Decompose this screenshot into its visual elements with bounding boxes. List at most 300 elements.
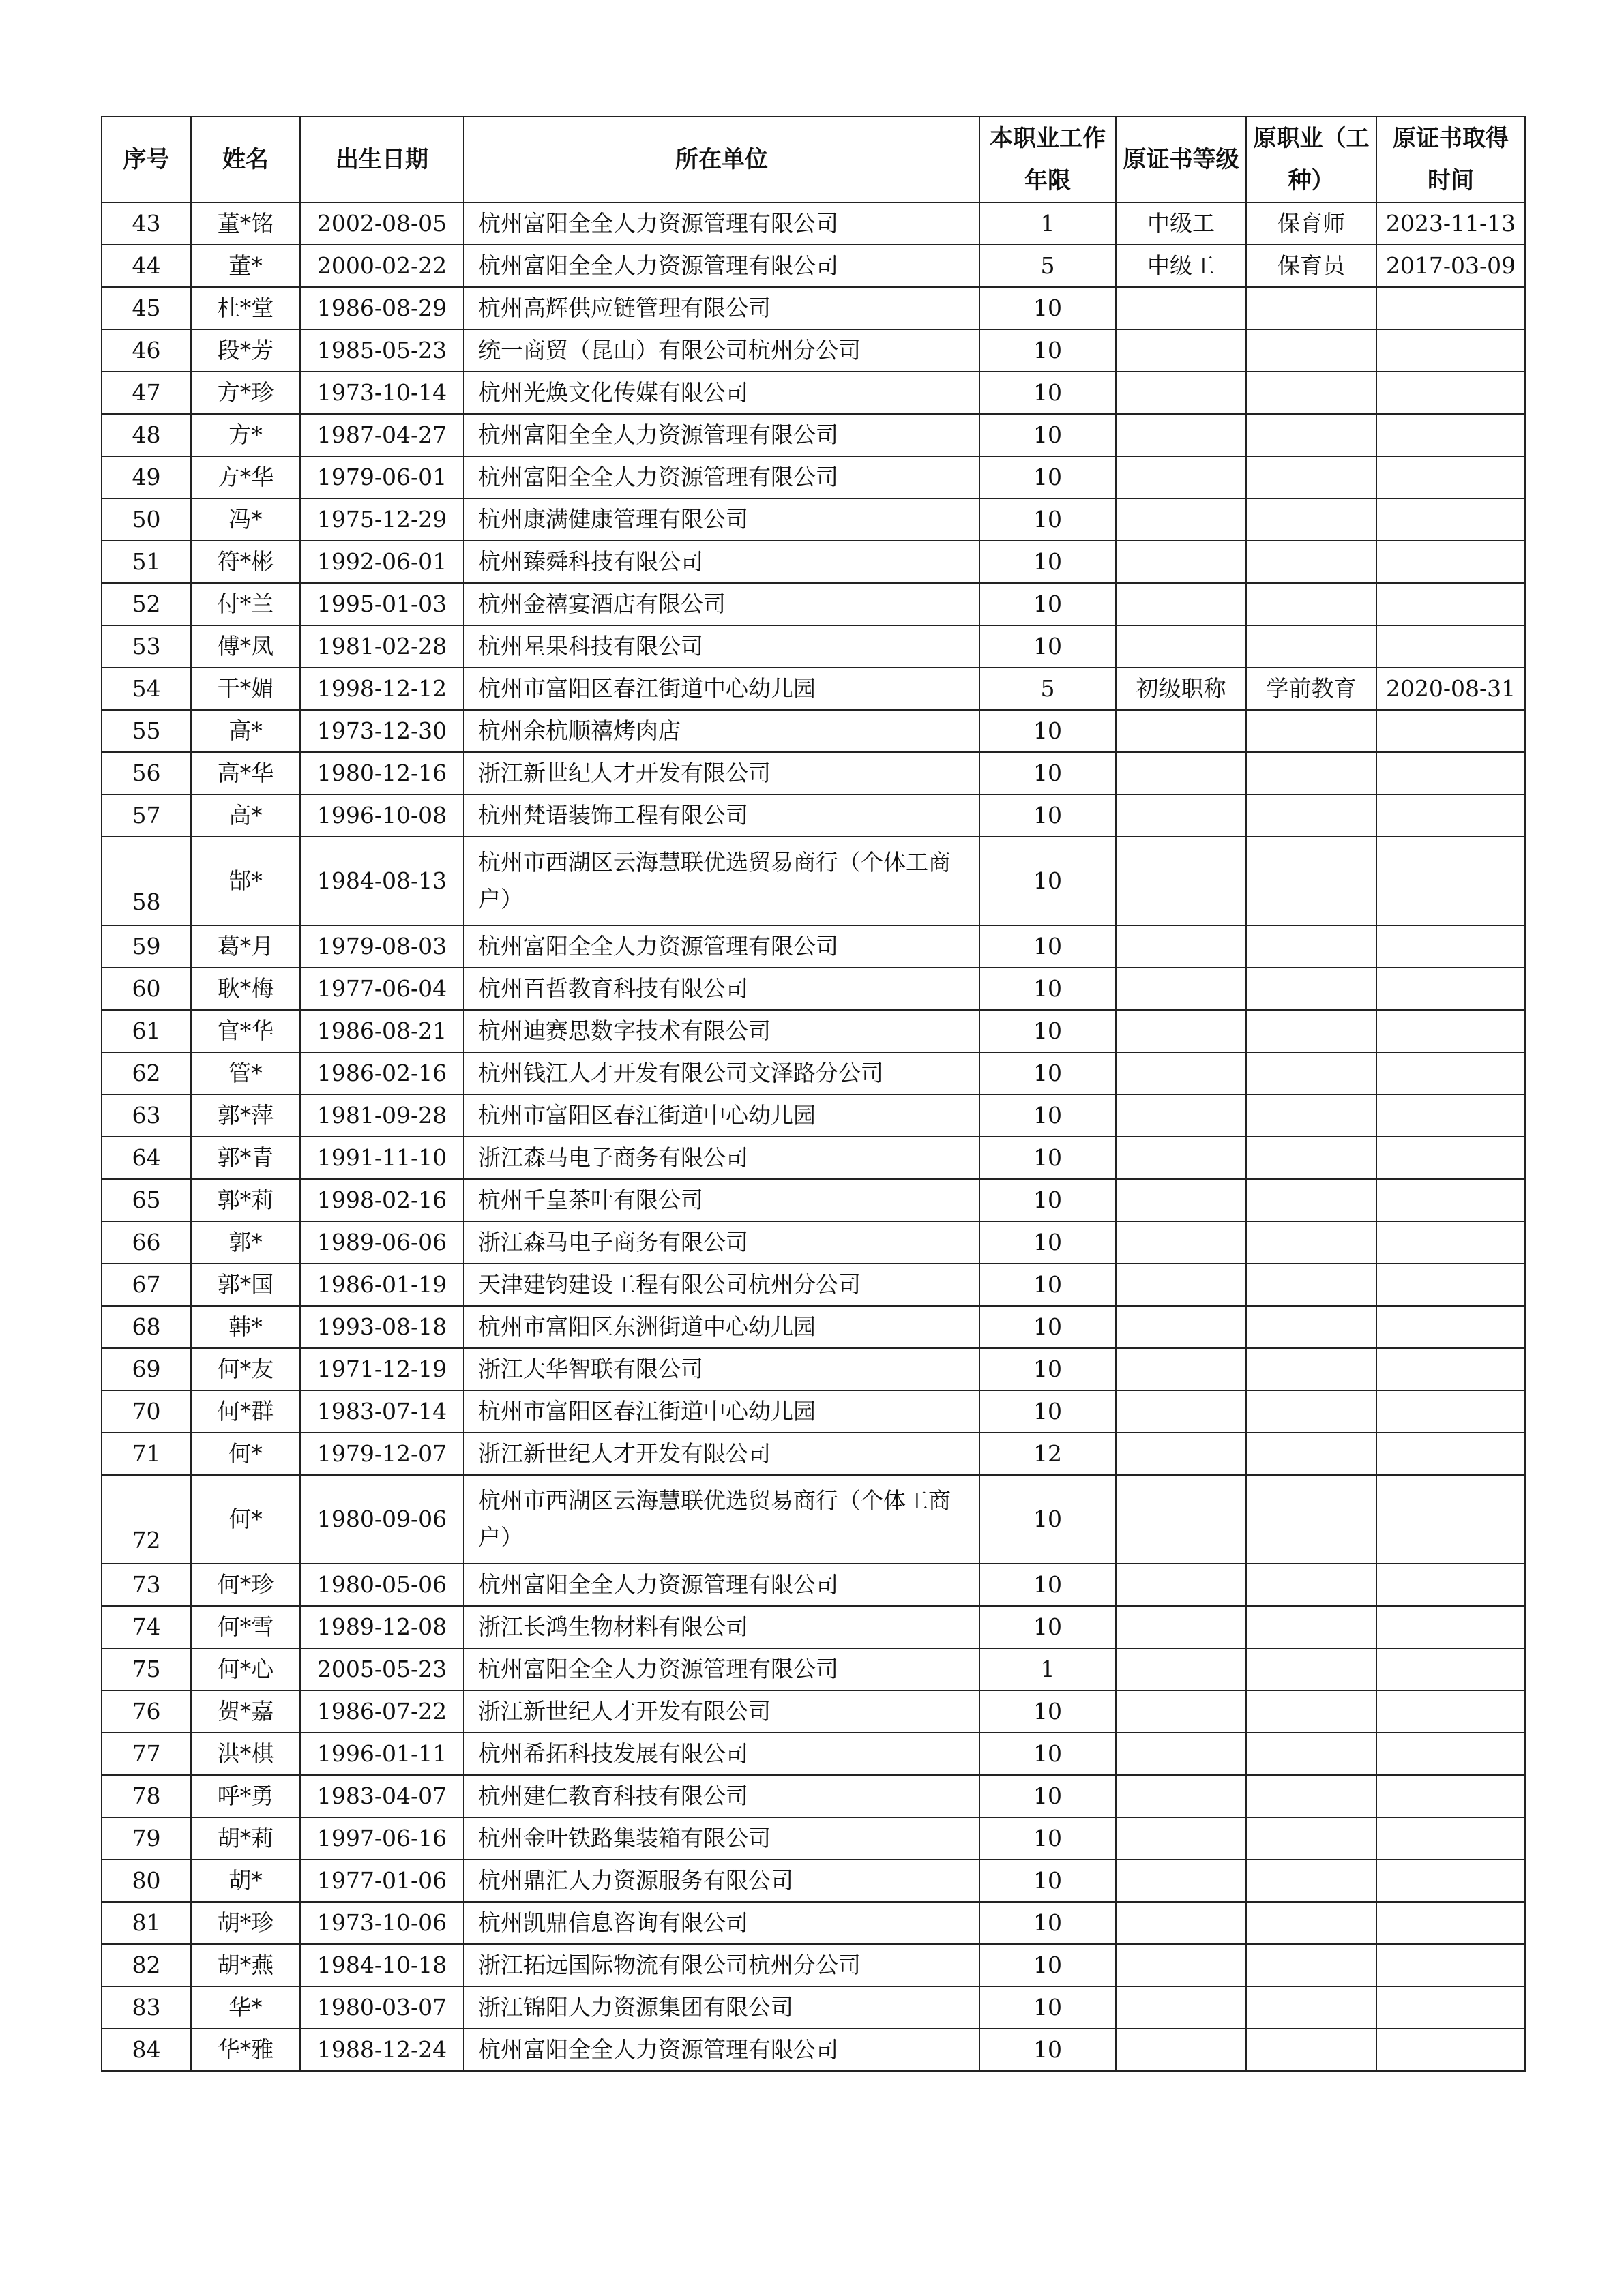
cell-no: 83 <box>102 1986 191 2029</box>
table-row <box>102 1690 1525 1733</box>
cell-no: 71 <box>102 1433 191 1475</box>
cell-no: 82 <box>102 1944 191 1986</box>
cell-cert-date <box>1376 2029 1525 2071</box>
cell-dob: 1981-02-28 <box>300 625 464 668</box>
cell-name: 华*雅 <box>191 2029 300 2071</box>
cell-dob: 1986-01-19 <box>300 1264 464 1306</box>
cell-years: 10 <box>979 1179 1116 1221</box>
cell-unit: 杭州富阳全全人力资源管理有限公司 <box>464 414 979 456</box>
table-row <box>102 837 1525 925</box>
cell-dob: 1980-03-07 <box>300 1986 464 2029</box>
cell-dob: 1998-12-12 <box>300 668 464 710</box>
cell-dob: 2002-08-05 <box>300 203 464 245</box>
cell-level <box>1116 2029 1246 2071</box>
cell-years: 10 <box>979 329 1116 372</box>
cell-no: 49 <box>102 456 191 498</box>
cell-cert-date <box>1376 1475 1525 1564</box>
cell-no: 65 <box>102 1179 191 1221</box>
cell-cert-date <box>1376 837 1525 925</box>
cell-occupation <box>1246 1986 1376 2029</box>
table-row <box>102 1010 1525 1052</box>
cell-unit: 杭州富阳全全人力资源管理有限公司 <box>464 2029 979 2071</box>
cell-cert-date <box>1376 710 1525 752</box>
cell-years: 10 <box>979 1306 1116 1348</box>
cell-cert-date <box>1376 1052 1525 1094</box>
cell-name: 郜* <box>191 837 300 925</box>
cell-level <box>1116 1094 1246 1137</box>
cell-occupation <box>1246 1944 1376 1986</box>
cell-occupation <box>1246 1137 1376 1179</box>
table-row <box>102 1475 1525 1564</box>
cell-cert-date <box>1376 329 1525 372</box>
cell-unit: 杭州市富阳区春江街道中心幼儿园 <box>464 1094 979 1137</box>
cell-years: 10 <box>979 2029 1116 2071</box>
cell-cert-date <box>1376 1433 1525 1475</box>
cell-no: 68 <box>102 1306 191 1348</box>
cell-occupation <box>1246 498 1376 541</box>
cell-dob: 1975-12-29 <box>300 498 464 541</box>
cell-cert-date <box>1376 1648 1525 1690</box>
cell-years: 10 <box>979 1010 1116 1052</box>
cell-dob: 1991-11-10 <box>300 1137 464 1179</box>
cell-cert-date <box>1376 1606 1525 1648</box>
cell-unit: 浙江新世纪人才开发有限公司 <box>464 752 979 794</box>
cell-years: 1 <box>979 1648 1116 1690</box>
table-row <box>102 414 1525 456</box>
table-row <box>102 1306 1525 1348</box>
header-years: 本职业工作年限 <box>979 117 1116 203</box>
cell-level <box>1116 1179 1246 1221</box>
cell-no: 57 <box>102 794 191 837</box>
table-row <box>102 1564 1525 1606</box>
cell-dob: 1995-01-03 <box>300 583 464 625</box>
cell-name: 韩* <box>191 1306 300 1348</box>
cell-cert-date <box>1376 498 1525 541</box>
cell-no: 75 <box>102 1648 191 1690</box>
cell-occupation: 保育员 <box>1246 245 1376 287</box>
cell-name: 郭*萍 <box>191 1094 300 1137</box>
cell-unit: 浙江锦阳人力资源集团有限公司 <box>464 1986 979 2029</box>
header-cert-date: 原证书取得时间 <box>1376 117 1525 203</box>
cell-no: 54 <box>102 668 191 710</box>
cell-occupation <box>1246 329 1376 372</box>
cell-unit: 杭州市富阳区东洲街道中心幼儿园 <box>464 1306 979 1348</box>
cell-cert-date <box>1376 541 1525 583</box>
cell-unit: 浙江长鸿生物材料有限公司 <box>464 1606 979 1648</box>
cell-name: 官*华 <box>191 1010 300 1052</box>
cell-name: 董*铭 <box>191 203 300 245</box>
table-row <box>102 710 1525 752</box>
cell-years: 10 <box>979 625 1116 668</box>
cell-cert-date <box>1376 625 1525 668</box>
cell-unit: 杭州希拓科技发展有限公司 <box>464 1733 979 1775</box>
cell-cert-date <box>1376 1690 1525 1733</box>
cell-dob: 1986-07-22 <box>300 1690 464 1733</box>
cell-unit: 杭州市富阳区春江街道中心幼儿园 <box>464 1390 979 1433</box>
cell-unit: 杭州千皇茶叶有限公司 <box>464 1179 979 1221</box>
cell-years: 10 <box>979 1137 1116 1179</box>
cell-years: 10 <box>979 1733 1116 1775</box>
cell-years: 12 <box>979 1433 1116 1475</box>
cell-level <box>1116 329 1246 372</box>
table-row <box>102 925 1525 968</box>
cell-occupation <box>1246 1094 1376 1137</box>
cell-years: 10 <box>979 541 1116 583</box>
cell-occupation <box>1246 287 1376 329</box>
cell-level <box>1116 1475 1246 1564</box>
cell-no: 63 <box>102 1094 191 1137</box>
cell-occupation <box>1246 710 1376 752</box>
cell-dob: 1977-01-06 <box>300 1860 464 1902</box>
cell-no: 48 <box>102 414 191 456</box>
cell-level <box>1116 710 1246 752</box>
cell-dob: 1989-12-08 <box>300 1606 464 1648</box>
cell-cert-date <box>1376 1986 1525 2029</box>
cell-years: 10 <box>979 414 1116 456</box>
cell-years: 10 <box>979 794 1116 837</box>
table-row <box>102 456 1525 498</box>
header-unit: 所在单位 <box>464 117 979 203</box>
cell-name: 何*雪 <box>191 1606 300 1648</box>
cell-unit: 杭州金禧宴酒店有限公司 <box>464 583 979 625</box>
cell-occupation <box>1246 1733 1376 1775</box>
cell-no: 59 <box>102 925 191 968</box>
cell-level <box>1116 1648 1246 1690</box>
cell-level <box>1116 837 1246 925</box>
table-row <box>102 1775 1525 1817</box>
cell-name: 何*珍 <box>191 1564 300 1606</box>
cell-years: 10 <box>979 752 1116 794</box>
table-row <box>102 203 1525 245</box>
cell-name: 胡*莉 <box>191 1817 300 1860</box>
cell-no: 56 <box>102 752 191 794</box>
cell-dob: 1986-08-29 <box>300 287 464 329</box>
cell-dob: 1986-08-21 <box>300 1010 464 1052</box>
cell-level <box>1116 1264 1246 1306</box>
cell-years: 5 <box>979 668 1116 710</box>
cell-name: 方*珍 <box>191 372 300 414</box>
cell-cert-date <box>1376 1944 1525 1986</box>
table-row <box>102 372 1525 414</box>
cell-level <box>1116 1902 1246 1944</box>
cell-occupation <box>1246 1564 1376 1606</box>
cell-cert-date <box>1376 1179 1525 1221</box>
cell-dob: 1983-04-07 <box>300 1775 464 1817</box>
cell-no: 62 <box>102 1052 191 1094</box>
cell-level <box>1116 1390 1246 1433</box>
cell-name: 高* <box>191 794 300 837</box>
cell-no: 77 <box>102 1733 191 1775</box>
cell-occupation <box>1246 1690 1376 1733</box>
cell-name: 贺*嘉 <box>191 1690 300 1733</box>
cell-level <box>1116 541 1246 583</box>
header-name: 姓名 <box>191 117 300 203</box>
cell-level: 中级工 <box>1116 203 1246 245</box>
cell-level <box>1116 583 1246 625</box>
cell-dob: 1997-06-16 <box>300 1817 464 1860</box>
cell-no: 67 <box>102 1264 191 1306</box>
table-row <box>102 1348 1525 1390</box>
table-row <box>102 752 1525 794</box>
cell-unit: 浙江新世纪人才开发有限公司 <box>464 1690 979 1733</box>
cell-cert-date <box>1376 1902 1525 1944</box>
cell-occupation <box>1246 1475 1376 1564</box>
cell-cert-date <box>1376 1137 1525 1179</box>
cell-occupation: 学前教育 <box>1246 668 1376 710</box>
cell-cert-date <box>1376 1221 1525 1264</box>
cell-name: 胡*燕 <box>191 1944 300 1986</box>
table-row <box>102 625 1525 668</box>
table-row <box>102 1052 1525 1094</box>
cell-years: 1 <box>979 203 1116 245</box>
cell-no: 76 <box>102 1690 191 1733</box>
cell-name: 耿*梅 <box>191 968 300 1010</box>
cell-cert-date: 2020-08-31 <box>1376 668 1525 710</box>
cell-unit: 杭州梵语装饰工程有限公司 <box>464 794 979 837</box>
table-body <box>102 203 1525 2071</box>
cell-level <box>1116 1348 1246 1390</box>
cell-unit: 杭州钱江人才开发有限公司文泽路分公司 <box>464 1052 979 1094</box>
cell-unit: 杭州迪赛思数字技术有限公司 <box>464 1010 979 1052</box>
cell-years: 10 <box>979 1860 1116 1902</box>
cell-years: 10 <box>979 925 1116 968</box>
table-row <box>102 287 1525 329</box>
cell-level <box>1116 1775 1246 1817</box>
cell-occupation <box>1246 583 1376 625</box>
cell-name: 方* <box>191 414 300 456</box>
cell-level <box>1116 1986 1246 2029</box>
cell-level: 中级工 <box>1116 245 1246 287</box>
table-row <box>102 794 1525 837</box>
cell-no: 58 <box>102 837 191 925</box>
cell-level <box>1116 1690 1246 1733</box>
cell-no: 74 <box>102 1606 191 1648</box>
cell-occupation <box>1246 2029 1376 2071</box>
cell-level <box>1116 1010 1246 1052</box>
cell-dob: 2000-02-22 <box>300 245 464 287</box>
cell-occupation <box>1246 752 1376 794</box>
cell-occupation <box>1246 1775 1376 1817</box>
cell-cert-date <box>1376 1564 1525 1606</box>
cell-dob: 1980-09-06 <box>300 1475 464 1564</box>
cell-years: 10 <box>979 1902 1116 1944</box>
cell-level <box>1116 1137 1246 1179</box>
cell-unit: 杭州臻舜科技有限公司 <box>464 541 979 583</box>
cell-no: 69 <box>102 1348 191 1390</box>
cell-dob: 1973-10-06 <box>300 1902 464 1944</box>
cell-cert-date <box>1376 372 1525 414</box>
cell-unit: 杭州康满健康管理有限公司 <box>464 498 979 541</box>
table-row <box>102 541 1525 583</box>
cell-level <box>1116 287 1246 329</box>
table-row <box>102 1264 1525 1306</box>
cell-dob: 1979-12-07 <box>300 1433 464 1475</box>
cell-name: 何* <box>191 1433 300 1475</box>
table-header-row <box>102 117 1525 203</box>
cell-cert-date <box>1376 287 1525 329</box>
table-row <box>102 1817 1525 1860</box>
cell-occupation <box>1246 1648 1376 1690</box>
cell-level <box>1116 414 1246 456</box>
cell-name: 何*心 <box>191 1648 300 1690</box>
cell-level <box>1116 372 1246 414</box>
cell-level <box>1116 498 1246 541</box>
cell-occupation <box>1246 456 1376 498</box>
cell-level <box>1116 1306 1246 1348</box>
cell-no: 78 <box>102 1775 191 1817</box>
cell-years: 10 <box>979 498 1116 541</box>
cell-no: 47 <box>102 372 191 414</box>
cell-level <box>1116 1052 1246 1094</box>
cell-level <box>1116 1433 1246 1475</box>
cell-unit: 浙江森马电子商务有限公司 <box>464 1221 979 1264</box>
cell-years: 5 <box>979 245 1116 287</box>
cell-no: 81 <box>102 1902 191 1944</box>
cell-cert-date <box>1376 968 1525 1010</box>
cell-occupation <box>1246 1390 1376 1433</box>
cell-occupation <box>1246 1264 1376 1306</box>
cell-name: 何* <box>191 1475 300 1564</box>
cell-dob: 1986-02-16 <box>300 1052 464 1094</box>
cell-name: 杜*堂 <box>191 287 300 329</box>
cell-occupation <box>1246 1860 1376 1902</box>
cell-no: 45 <box>102 287 191 329</box>
cell-occupation <box>1246 968 1376 1010</box>
cell-years: 10 <box>979 1817 1116 1860</box>
cell-name: 郭*国 <box>191 1264 300 1306</box>
table-row <box>102 1902 1525 1944</box>
cell-occupation <box>1246 1179 1376 1221</box>
cell-name: 何*群 <box>191 1390 300 1433</box>
cell-no: 64 <box>102 1137 191 1179</box>
cell-name: 呼*勇 <box>191 1775 300 1817</box>
cell-no: 46 <box>102 329 191 372</box>
cell-years: 10 <box>979 1564 1116 1606</box>
cell-dob: 1985-05-23 <box>300 329 464 372</box>
cell-unit: 杭州高辉供应链管理有限公司 <box>464 287 979 329</box>
cell-unit: 杭州富阳全全人力资源管理有限公司 <box>464 456 979 498</box>
cell-occupation <box>1246 1606 1376 1648</box>
roster-table <box>101 116 1526 2072</box>
cell-dob: 1979-08-03 <box>300 925 464 968</box>
cell-unit: 浙江拓远国际物流有限公司杭州分公司 <box>464 1944 979 1986</box>
cell-unit: 杭州富阳全全人力资源管理有限公司 <box>464 203 979 245</box>
cell-no: 72 <box>102 1475 191 1564</box>
cell-level: 初级职称 <box>1116 668 1246 710</box>
header-no: 序号 <box>102 117 191 203</box>
cell-years: 10 <box>979 1944 1116 1986</box>
cell-dob: 1977-06-04 <box>300 968 464 1010</box>
cell-unit: 浙江森马电子商务有限公司 <box>464 1137 979 1179</box>
cell-cert-date <box>1376 752 1525 794</box>
cell-dob: 1993-08-18 <box>300 1306 464 1348</box>
table-row <box>102 1221 1525 1264</box>
cell-years: 10 <box>979 1390 1116 1433</box>
cell-occupation <box>1246 837 1376 925</box>
header-level: 原证书等级 <box>1116 117 1246 203</box>
cell-dob: 1980-12-16 <box>300 752 464 794</box>
cell-occupation <box>1246 372 1376 414</box>
table-row <box>102 1094 1525 1137</box>
cell-no: 79 <box>102 1817 191 1860</box>
cell-dob: 1983-07-14 <box>300 1390 464 1433</box>
table-row <box>102 1648 1525 1690</box>
header-occupation: 原职业（工种） <box>1246 117 1376 203</box>
cell-occupation <box>1246 1433 1376 1475</box>
cell-cert-date <box>1376 583 1525 625</box>
cell-name: 管* <box>191 1052 300 1094</box>
cell-years: 10 <box>979 372 1116 414</box>
cell-level <box>1116 1564 1246 1606</box>
cell-cert-date <box>1376 1306 1525 1348</box>
cell-no: 51 <box>102 541 191 583</box>
table-row <box>102 1137 1525 1179</box>
cell-years: 10 <box>979 1606 1116 1648</box>
cell-unit: 杭州金叶铁路集装箱有限公司 <box>464 1817 979 1860</box>
cell-occupation <box>1246 541 1376 583</box>
cell-unit: 杭州市西湖区云海慧联优选贸易商行（个体工商户） <box>464 1475 979 1564</box>
cell-name: 华* <box>191 1986 300 2029</box>
cell-level <box>1116 1733 1246 1775</box>
cell-occupation <box>1246 1902 1376 1944</box>
table-row <box>102 968 1525 1010</box>
cell-occupation <box>1246 1052 1376 1094</box>
cell-unit: 杭州凯鼎信息咨询有限公司 <box>464 1902 979 1944</box>
cell-cert-date <box>1376 1390 1525 1433</box>
table-row <box>102 498 1525 541</box>
cell-level <box>1116 925 1246 968</box>
cell-unit: 杭州鼎汇人力资源服务有限公司 <box>464 1860 979 1902</box>
table-row <box>102 1390 1525 1433</box>
cell-cert-date <box>1376 1264 1525 1306</box>
cell-dob: 1988-12-24 <box>300 2029 464 2071</box>
cell-level <box>1116 794 1246 837</box>
cell-years: 10 <box>979 1052 1116 1094</box>
cell-occupation <box>1246 1348 1376 1390</box>
cell-years: 10 <box>979 1775 1116 1817</box>
cell-name: 胡* <box>191 1860 300 1902</box>
cell-level <box>1116 1944 1246 1986</box>
cell-dob: 1979-06-01 <box>300 456 464 498</box>
cell-years: 10 <box>979 456 1116 498</box>
cell-level <box>1116 1860 1246 1902</box>
cell-years: 10 <box>979 968 1116 1010</box>
cell-dob: 1996-01-11 <box>300 1733 464 1775</box>
cell-dob: 1992-06-01 <box>300 541 464 583</box>
cell-unit: 杭州富阳全全人力资源管理有限公司 <box>464 925 979 968</box>
cell-name: 干*媚 <box>191 668 300 710</box>
cell-cert-date <box>1376 1094 1525 1137</box>
cell-dob: 1987-04-27 <box>300 414 464 456</box>
cell-unit: 杭州市西湖区云海慧联优选贸易商行（个体工商户） <box>464 837 979 925</box>
cell-unit: 杭州市富阳区春江街道中心幼儿园 <box>464 668 979 710</box>
table-row <box>102 1860 1525 1902</box>
cell-name: 郭*莉 <box>191 1179 300 1221</box>
cell-name: 胡*珍 <box>191 1902 300 1944</box>
cell-dob: 1984-08-13 <box>300 837 464 925</box>
cell-unit: 杭州余杭顺禧烤肉店 <box>464 710 979 752</box>
cell-years: 10 <box>979 1348 1116 1390</box>
cell-occupation <box>1246 1817 1376 1860</box>
cell-name: 高*华 <box>191 752 300 794</box>
header-dob: 出生日期 <box>300 117 464 203</box>
cell-no: 61 <box>102 1010 191 1052</box>
cell-name: 冯* <box>191 498 300 541</box>
cell-cert-date <box>1376 1775 1525 1817</box>
cell-name: 付*兰 <box>191 583 300 625</box>
table-row <box>102 2029 1525 2071</box>
cell-occupation <box>1246 1221 1376 1264</box>
